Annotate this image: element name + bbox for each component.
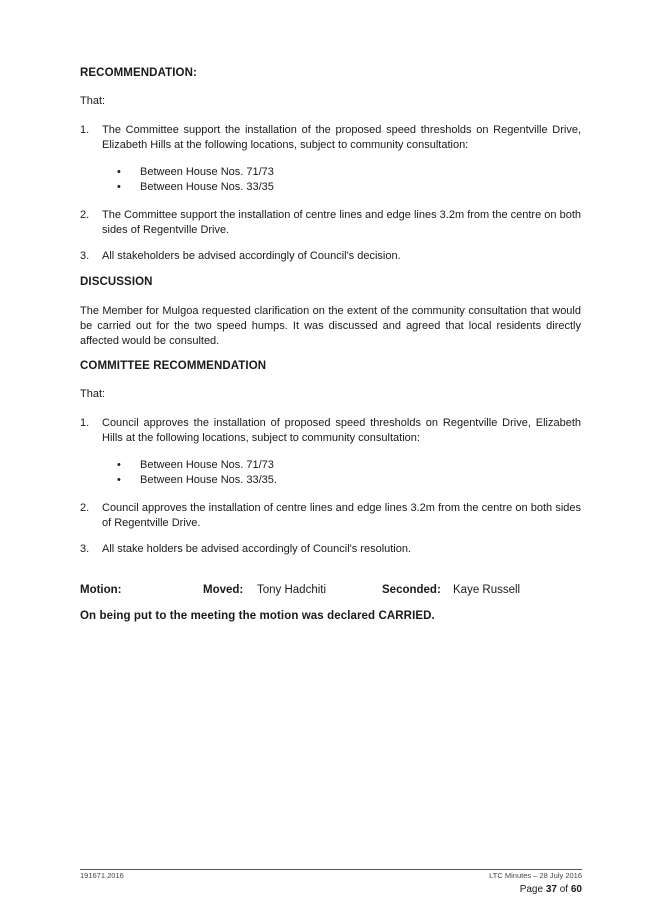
page-number <box>520 884 582 895</box>
page-label: Page <box>519 884 544 895</box>
committee-item-number: 1. <box>80 417 90 429</box>
recommendation-item-number: 1. <box>80 124 90 136</box>
recommendation-item-number: 3. <box>80 250 90 262</box>
bullet-icon: • <box>117 181 121 193</box>
page-total: 60 <box>570 884 582 895</box>
seconded-label: Seconded: <box>382 584 441 596</box>
committee-item-number: 3. <box>80 543 90 555</box>
bullet-icon: • <box>117 474 121 486</box>
bullet-icon: • <box>117 166 121 178</box>
recommendation-that: That: <box>80 95 106 107</box>
recommendation-heading: RECOMMENDATION: <box>80 67 197 79</box>
motion-label: Motion: <box>80 584 122 596</box>
recommendation-item-text: The Committee support the installation of centre lines and edge lines 3.2m from the centre on both sides of Regentville Drive. <box>102 209 581 236</box>
discussion-heading: DISCUSSION <box>80 276 153 288</box>
bullet-icon: • <box>117 459 121 471</box>
committee-recommendation-heading: COMMITTEE RECOMMENDATION <box>80 360 267 372</box>
recommendation-item-text: All stakeholders be advised accordingly of Council's decision. <box>102 250 401 262</box>
footer-doc-ref: 191671.2016 <box>80 871 124 880</box>
recommendation-bullet: Between House Nos. 71/73 <box>140 166 274 178</box>
committee-item-text: Council approves the installation of proposed speed thresholds on Regentville Drive, Elizabeth Hills at the following locations, subject to community consultation: <box>102 417 581 444</box>
page-of: of <box>559 884 569 895</box>
committee-item-number: 2. <box>80 502 90 514</box>
moved-label: Moved: <box>203 584 244 596</box>
page-current: 37 <box>545 884 557 895</box>
recommendation-item-number: 2. <box>80 209 90 221</box>
footer-divider <box>80 869 582 870</box>
moved-name: Tony Hadchiti <box>257 584 327 596</box>
motion-result: On being put to the meeting the motion was declared CARRIED. <box>80 610 435 622</box>
committee-bullet: Between House Nos. 71/73 <box>140 459 274 471</box>
committee-that: That: <box>80 388 106 400</box>
committee-item-text: All stake holders be advised accordingly of Council's resolution. <box>102 543 412 555</box>
committee-item-text: Council approves the installation of centre lines and edge lines 3.2m from the centre on both sides of Regentville Drive. <box>102 502 581 529</box>
footer-doc-title: LTC Minutes – 28 July 2016 <box>489 871 582 880</box>
discussion-text: The Member for Mulgoa requested clarification on the extent of the community consultation that would be carried out for the two speed humps. It was discussed and agreed that local residents directly affected would be consulted. <box>80 305 581 347</box>
recommendation-item-text: The Committee support the installation of the proposed speed thresholds on Regentville Drive, Elizabeth Hills at the following locations, subject to community consultation: <box>102 124 581 151</box>
committee-bullet: Between House Nos. 33/35. <box>140 474 277 486</box>
recommendation-bullet: Between House Nos. 33/35 <box>140 181 274 193</box>
seconded-name: Kaye Russell <box>453 584 521 596</box>
